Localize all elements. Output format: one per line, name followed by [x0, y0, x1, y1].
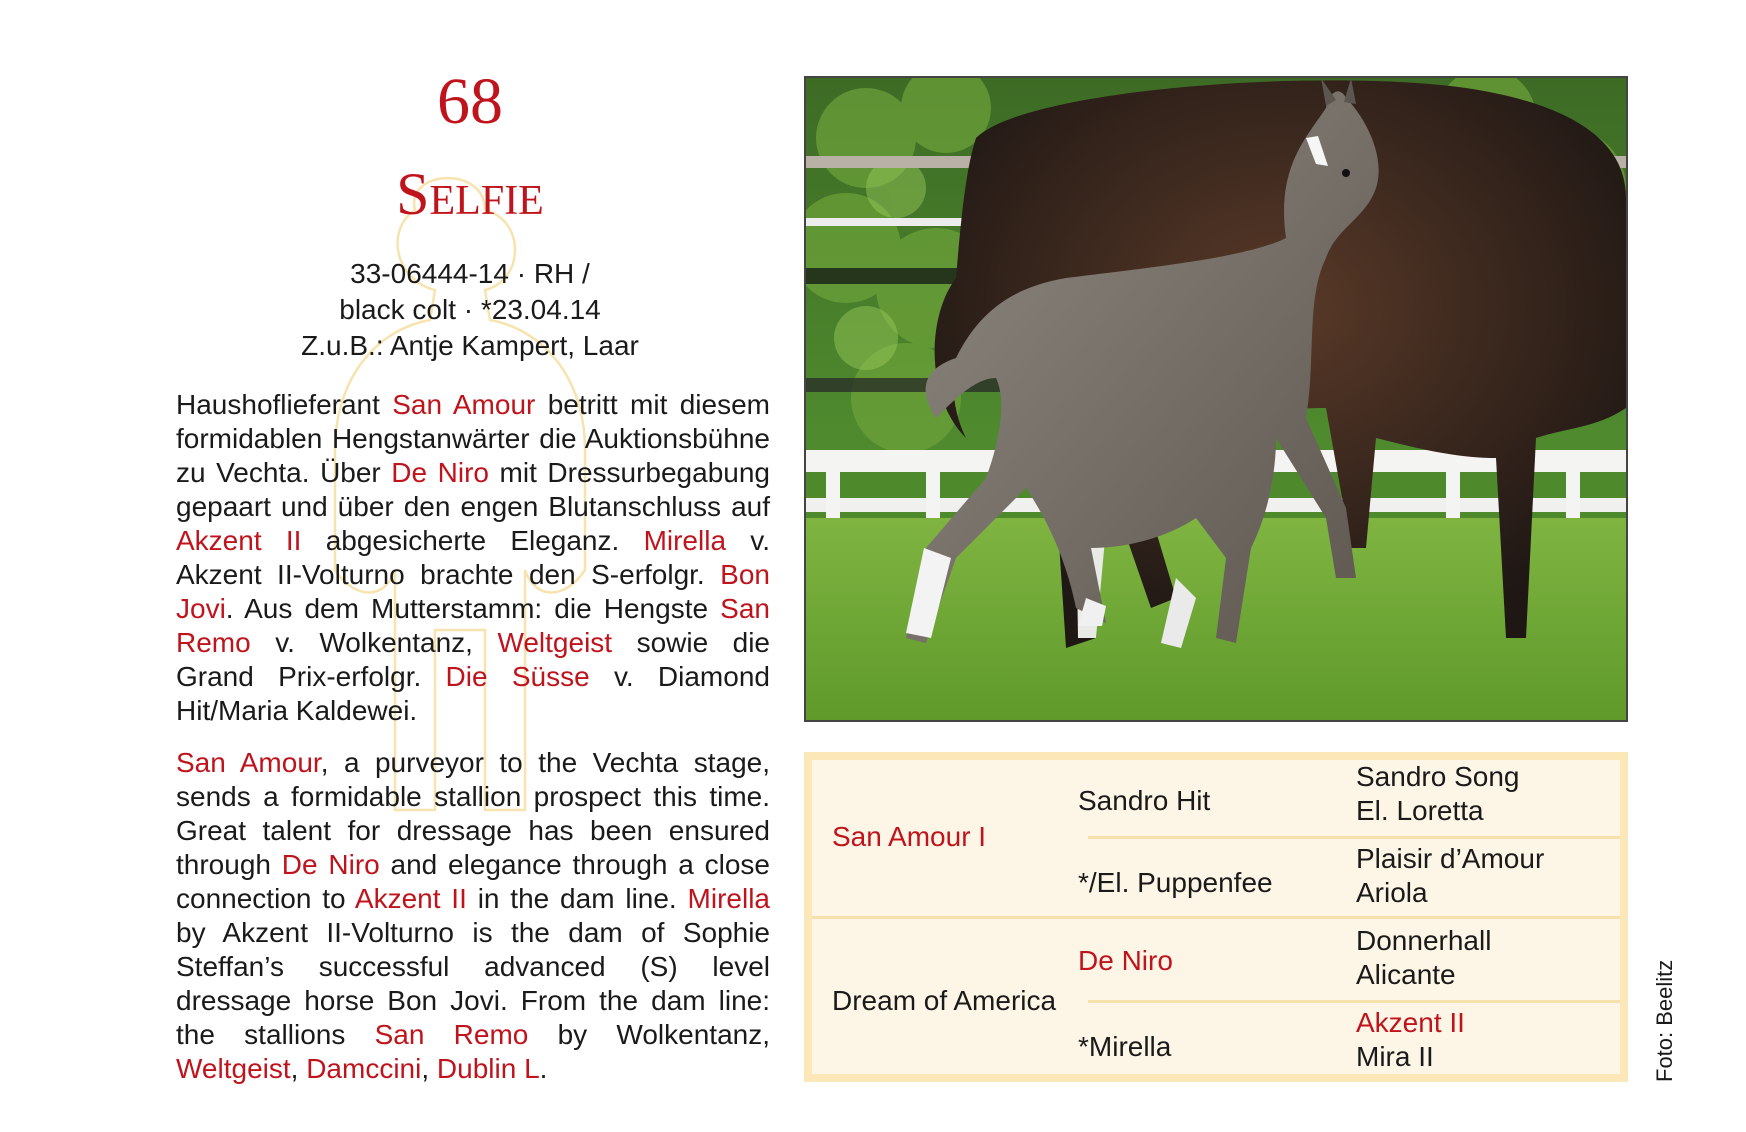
horse-name: Selfie — [396, 161, 544, 227]
description-text: sowie die Grand Prix-erfolgr. — [176, 627, 771, 692]
horse-name-highlight: Die Süsse — [445, 661, 590, 692]
horse-name-highlight: Akzent II — [354, 883, 467, 914]
pedigree-sire-dam: */El. Puppenfee — [1078, 867, 1273, 898]
pedigree-table — [804, 752, 1628, 1082]
description-text: , — [290, 1053, 307, 1084]
description-text: by Akzent II-Volturno is the dam of Sophie Steffan’s successful advanced (S) level dressage horse Bon Jovi. From the dam line: the stallions — [176, 917, 770, 1050]
pedigree-ggp-1a: Sandro Song — [1356, 761, 1520, 792]
description-german — [176, 388, 770, 728]
horse-photo — [804, 76, 1628, 722]
horse-name-highlight: San Amour — [176, 747, 321, 778]
horse-name-highlight: De Niro — [281, 849, 380, 880]
horse-name-highlight: Bon Jovi — [176, 559, 770, 624]
pedigree-ggp-4a: Akzent II — [1356, 1007, 1465, 1038]
horse-name-highlight: Mirella — [643, 525, 727, 556]
horse-name-highlight: San Remo — [374, 1019, 529, 1050]
pedigree-inner — [812, 760, 1620, 1074]
pedigree-divider-sire — [1088, 836, 1620, 839]
meta-sex-birth: black colt · *23.04.14 — [339, 294, 601, 325]
horse-name-highlight: San Remo — [176, 593, 770, 658]
pedigree-dam: Dream of America — [832, 985, 1057, 1016]
horse-name-highlight: San Amour — [392, 389, 536, 420]
description-text: . — [539, 1053, 548, 1084]
lot-number: 68 — [437, 65, 503, 138]
description-text: in the dam line. — [466, 883, 688, 914]
description-text: v. Diamond Hit/Maria Kaldewei. — [176, 661, 770, 726]
pedigree-ggp-1b: El. Loretta — [1356, 795, 1484, 826]
description-text: v. Akzent II-Volturno brachte den S-erfolgr. — [176, 525, 771, 590]
meta-registration: 33-06444-14 · RH / — [350, 258, 590, 289]
pedigree-dam-sire: De Niro — [1078, 945, 1173, 976]
horse-name-highlight: Akzent II — [176, 525, 302, 556]
horse-name-highlight: Dublin L — [436, 1053, 540, 1084]
pedigree-sire: San Amour I — [832, 821, 987, 852]
horse-name-highlight: Mirella — [687, 883, 770, 914]
pedigree-divider-main — [812, 916, 1620, 919]
horse-name-highlight: Weltgeist — [497, 627, 613, 658]
pedigree-ggp-4b: Mira II — [1356, 1041, 1434, 1072]
description-text: abgesicherte Eleganz. — [301, 525, 644, 556]
meta-breeder: Z.u.B.: Antje Kampert, Laar — [301, 330, 639, 361]
pedigree-ggp-3b: Alicante — [1356, 959, 1456, 990]
horse-name-highlight: De Niro — [391, 457, 489, 488]
description-text: v. Wolkentanz, — [250, 627, 498, 658]
description-text: Haushoflieferant — [176, 389, 393, 420]
description-english — [176, 746, 770, 1086]
description-text: and elegance through a close connection to — [176, 849, 771, 914]
horse-name-highlight: Weltgeist — [176, 1053, 291, 1084]
description-text: , a purveyor to the Vechta stage, sends a formidable stallion prospect this time. Great talent for dressage has been ensured through — [176, 747, 770, 880]
description-text: . Aus dem Mutterstamm: die Hengste — [225, 593, 721, 624]
description-text: betritt mit diesem formidablen Hengstanwärter die Auktionsbühne zu Vechta. Über — [176, 389, 770, 488]
pedigree-ggp-2b: Ariola — [1356, 877, 1428, 908]
description-text: by Wolkentanz, — [528, 1019, 770, 1050]
pedigree-divider-dam — [1088, 1000, 1620, 1003]
horse-name-highlight: Damccini — [306, 1053, 422, 1084]
pedigree-sire-sire: Sandro Hit — [1078, 785, 1211, 816]
horse-meta — [230, 256, 710, 364]
horse-photo-illustration — [806, 78, 1626, 720]
photo-credit: Foto: Beelitz — [1652, 959, 1677, 1082]
description-text: , — [421, 1053, 437, 1084]
pedigree-ggp-3a: Donnerhall — [1356, 925, 1492, 956]
pedigree-dam-dam: *Mirella — [1078, 1031, 1172, 1062]
description-text: mit Dressurbegabung gepaart und über den engen Blutanschluss auf — [176, 457, 770, 522]
pedigree-ggp-2a: Plaisir d’Amour — [1356, 843, 1545, 874]
